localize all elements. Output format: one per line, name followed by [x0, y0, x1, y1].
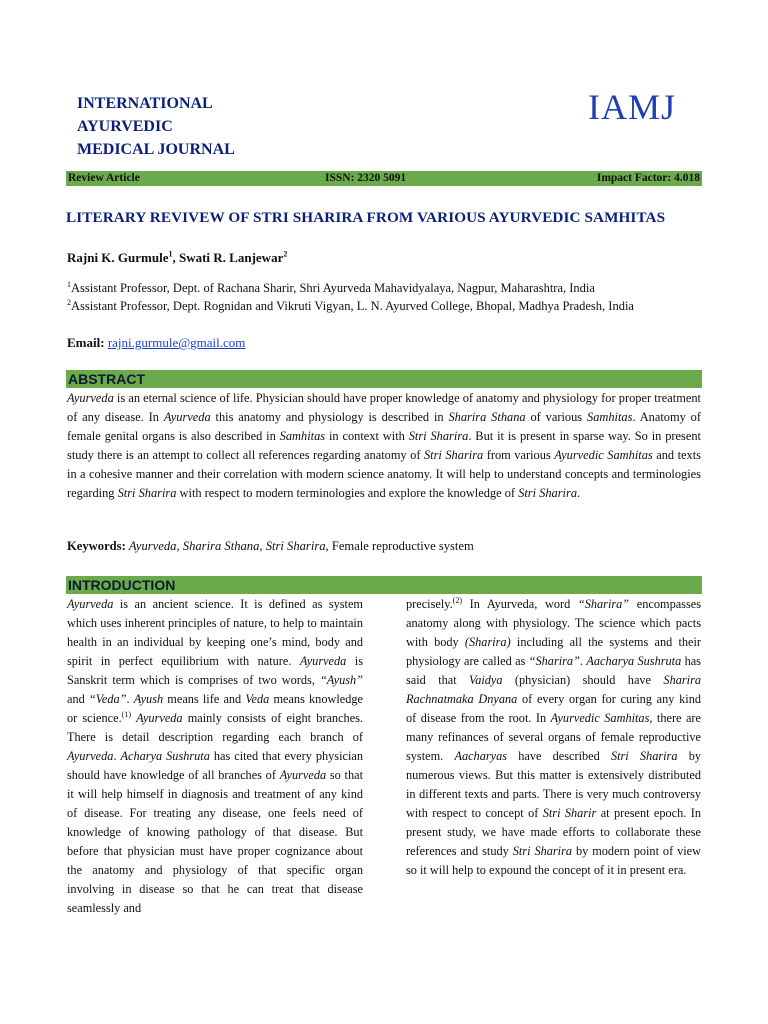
keywords-italic: Ayurveda, Sharira Sthana, Stri Sharira: [128, 539, 326, 553]
body-text-run: means life and: [163, 692, 246, 706]
email-label: Email:: [67, 335, 105, 350]
body-text-run: , there are many refinances of several organs of female reproductive system.: [406, 711, 701, 763]
citation-mark: (1): [121, 709, 131, 719]
body-text-run: .: [579, 654, 587, 668]
journal-name: [77, 92, 235, 161]
affiliation: [67, 299, 634, 314]
body-text-run: have described: [507, 749, 611, 763]
journal-name-line-2: AYURVEDIC: [77, 118, 173, 135]
abstract-heading: ABSTRACT: [68, 371, 145, 387]
body-text-run: Ayurveda: [299, 654, 347, 668]
abstract-text-run: Stri Sharira: [518, 486, 578, 500]
email-link[interactable]: rajni.gurmule@gmail.com: [107, 335, 246, 350]
author-name: Swati R. Lanjewar: [178, 250, 284, 265]
body-text-run: Ayurveda: [279, 768, 327, 782]
body-text-run: means knowledge or science.: [67, 692, 363, 725]
abstract-text-run: this anatomy and physiology is described in: [210, 410, 449, 424]
abstract-text-run: Stri Sharira: [408, 429, 469, 443]
body-text-run: by numerous views. But this matter is extensively distributed in different texts and parts. There is very much controversy with respect to concept of: [406, 749, 701, 820]
body-text-run: mainly consists of eight branches. There is detail description regarding each branch of: [67, 711, 364, 744]
article-type: Review Article: [68, 172, 140, 184]
body-text-run: .: [126, 692, 134, 706]
body-text-run: Ayurveda: [67, 749, 114, 763]
body-text-run: “Ayush”: [319, 673, 363, 687]
body-text-run: has cited that every physician should have knowledge of all branches of: [67, 749, 363, 782]
body-text-run: Stri Sharira: [512, 844, 573, 858]
body-text-run: Stri Sharira: [610, 749, 678, 763]
abstract-text-run: Sharira Sthana: [448, 410, 526, 424]
body-text-run: (Sharira): [464, 635, 511, 649]
body-text-run: encompasses anatomy along with physiology. The science which pacts with body: [406, 597, 701, 649]
keywords-rest: , Female reproductive system: [325, 539, 474, 553]
body-text-run: Vaidya: [469, 673, 503, 687]
article-title: LITERARY REVIVEW OF STRI SHARIRA FROM VARIOUS AYURVEDIC SAMHITAS: [66, 209, 666, 226]
body-text-run: Ayurveda: [136, 711, 183, 725]
abstract-text-run: Ayurveda: [163, 410, 211, 424]
author-list: [67, 250, 287, 266]
affiliation-text: Assistant Professor, Dept. Rognidan and Vikruti Vigyan, L. N. Ayurved College, Bhopal, Madhya Pradesh, India: [71, 299, 634, 313]
body-text-run: “Sharira”: [528, 654, 580, 668]
affiliation-mark: 2: [67, 297, 71, 307]
abstract-text-run: Ayurveda: [67, 391, 114, 405]
article-meta-bar: [66, 171, 702, 186]
abstract-text-run: in context with: [325, 429, 409, 443]
journal-name-line-1: INTERNATIONAL: [77, 95, 213, 112]
body-text-run: .: [113, 749, 121, 763]
introduction-column-right: [406, 595, 701, 880]
abstract-text-run: with respect to modern terminologies and explore the knowledge of: [176, 486, 519, 500]
abstract-text-run: Samhitas: [587, 410, 633, 424]
body-text-run: Ayurvedic Samhitas: [550, 711, 650, 725]
impact-factor: Impact Factor: 4.018: [596, 172, 700, 184]
journal-logo: IAMJ: [587, 87, 676, 127]
abstract-text-run: Stri Sharira: [117, 486, 177, 500]
body-text-run: so that it will help himself in diagnosis and treatment of any kind of disease. For treating any disease, one feels need of knowledge of knowing pathology of that disease. But before that physician must have proper cognizance about the anatomy and physiology of that specific organ involving in disease so that he can treat that disease seamlessly and: [67, 768, 363, 915]
abstract-text-run: from various: [483, 448, 555, 462]
body-text-run: “Veda”: [88, 692, 127, 706]
keywords-label: Keywords:: [67, 539, 126, 553]
abstract-text-run: of various: [525, 410, 587, 424]
body-text-run: Aacharyas: [454, 749, 508, 763]
body-text-run: (physician) should have: [502, 673, 664, 687]
abstract-text-run: . Anatomy of female genital organs is also described in: [67, 410, 702, 443]
abstract-text: [67, 389, 701, 503]
body-text-run: Acharya Sushruta: [120, 749, 210, 763]
body-text-run: has said that: [406, 654, 701, 687]
body-text-run: is Sanskrit term which is comprises of two words,: [67, 654, 363, 687]
author-affiliation-mark: 1: [168, 249, 173, 259]
body-text-run: Aacharya Sushruta: [586, 654, 682, 668]
email-line: [67, 335, 245, 351]
author-affiliation-mark: 2: [283, 249, 288, 259]
introduction-heading: INTRODUCTION: [68, 577, 176, 593]
journal-name-line-3: MEDICAL JOURNAL: [77, 141, 235, 158]
abstract-text-run: Samhitas: [279, 429, 326, 443]
body-text-run: including all the systems and their physiology are called as: [406, 635, 701, 668]
affiliation-mark: 1: [67, 279, 71, 289]
affiliation: [67, 281, 595, 296]
abstract-text-run: Stri Sharira: [423, 448, 484, 462]
affiliation-text: Assistant Professor, Dept. of Rachana Sharir, Shri Ayurveda Mahavidyalaya, Nagpur, Maharashtra, India: [71, 281, 595, 295]
abstract-text-run: is an eternal science of life. Physician should have proper knowledge of anatomy and physiology for proper treatment of any disease. In: [67, 391, 701, 424]
body-text-run: by modern point of view so it will help to expound the concept of it in present era.: [406, 844, 702, 877]
abstract-text-run: Ayurvedic Samhitas: [554, 448, 653, 462]
keywords-line: [67, 539, 474, 554]
body-text-run: at present epoch. In present study, we have made efforts to collaborate these references and study: [406, 806, 701, 858]
abstract-text-run: . But it is present in sparse way. So in present study there is an attempt to collect all references regarding anatomy of: [67, 429, 701, 462]
author-name: Rajni K. Gurmule: [67, 250, 169, 265]
abstract-text-run: and texts in a cohesive manner and their correlation with modern science anatomy. It will help to understand concepts and terminologies regarding: [67, 448, 701, 500]
issn: ISSN: 2320 5091: [325, 172, 407, 184]
body-text-run: precisely.: [406, 597, 453, 611]
body-text-run: is an ancient science. It is defined as system which uses inherent principles of nature, to help to maintain health in an individual by keeping one’s mind, body and spirit in perfect equilibrium with nature.: [67, 597, 363, 668]
introduction-heading-bar: [66, 576, 702, 594]
body-text-run: Sharira Rachnatmaka Dnyana: [406, 673, 702, 706]
introduction-column-left: [67, 595, 363, 918]
citation-mark: (2): [452, 595, 462, 605]
body-text-run: Stri Sharir: [542, 806, 597, 820]
body-text-run: and: [67, 692, 89, 706]
body-text-run: Ayurveda: [67, 597, 114, 611]
body-text-run: Veda: [245, 692, 270, 706]
abstract-text-run: .: [577, 486, 581, 500]
abstract-heading-bar: [66, 370, 702, 388]
body-text-run: Ayush: [133, 692, 164, 706]
body-text-run: In Ayurveda, word: [462, 597, 578, 611]
body-text-run: of every organ for curing any kind of disease from the root. In: [406, 692, 702, 725]
author-separator: ,: [172, 250, 179, 265]
body-text-run: “Sharira”: [577, 597, 630, 611]
